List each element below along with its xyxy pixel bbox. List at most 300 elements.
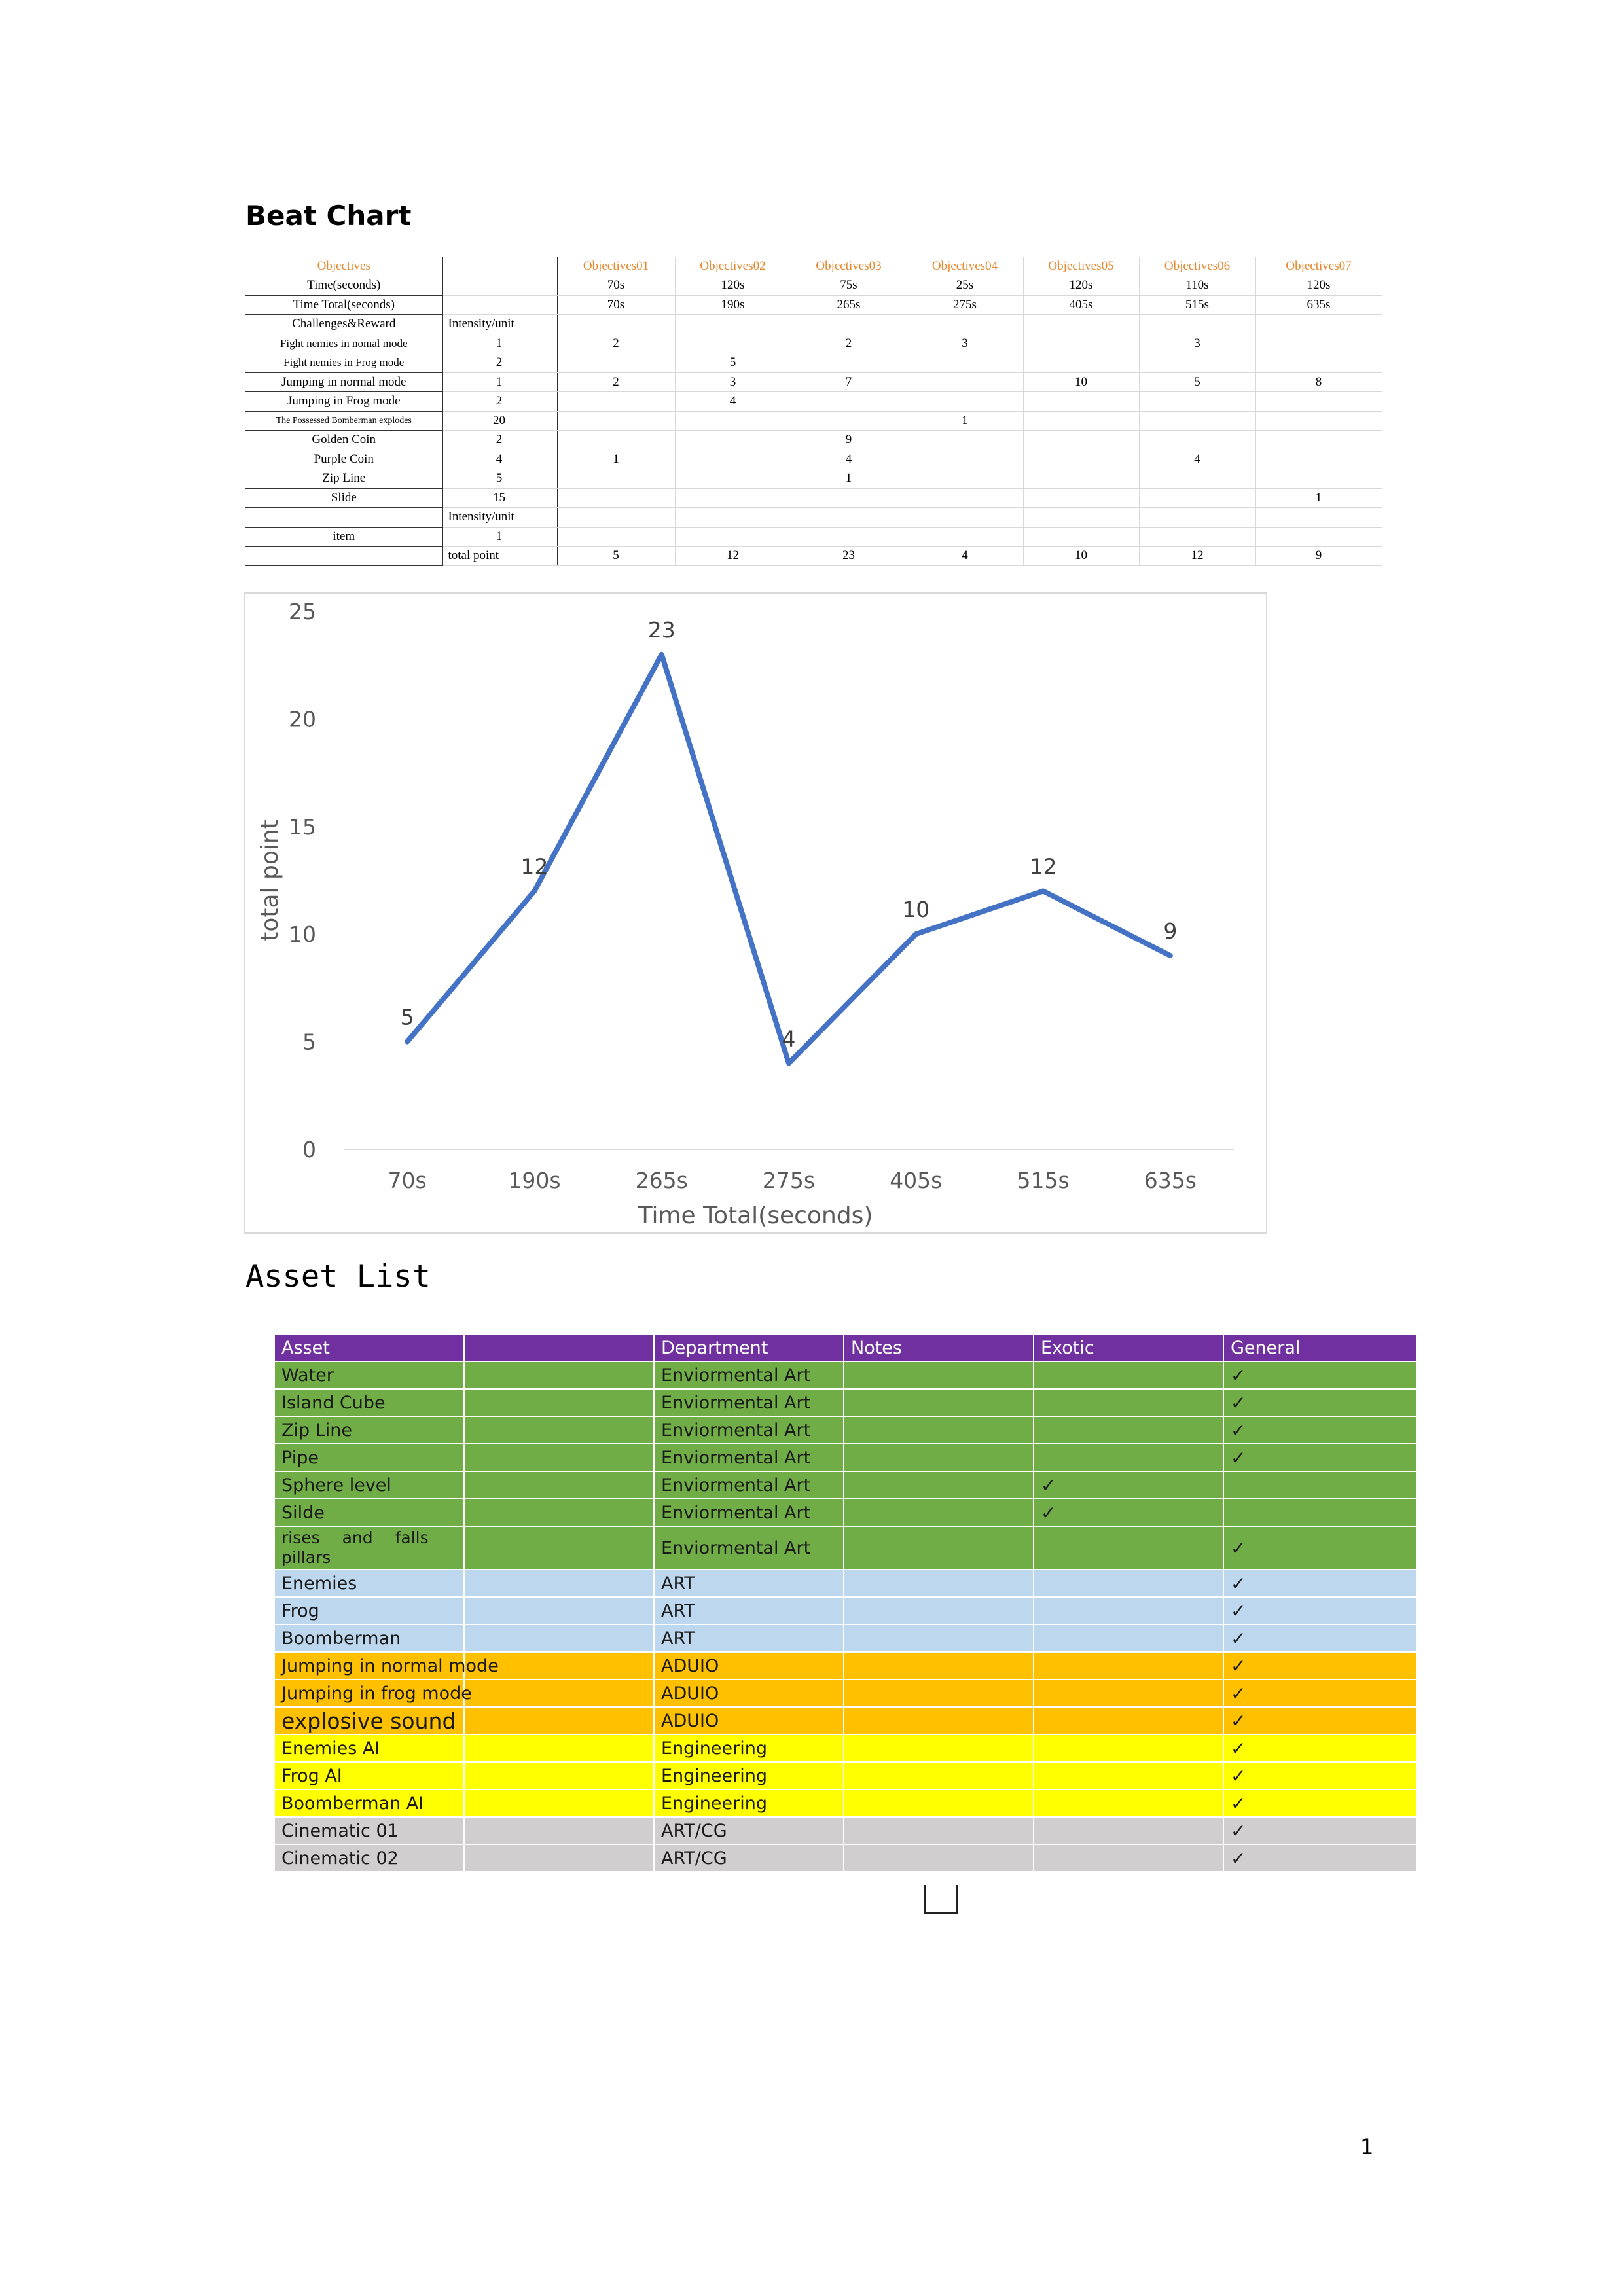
asset-name xyxy=(274,1526,464,1570)
beat-cell xyxy=(557,469,675,489)
beat-row-label: Purple Coin xyxy=(245,450,442,469)
beat-row-intensity: 1 xyxy=(442,334,557,353)
beat-row-label: Jumping in Frog mode xyxy=(245,392,442,412)
beat-cell: 70s xyxy=(557,276,675,296)
beat-row-intensity: 2 xyxy=(442,392,557,412)
beat-cell xyxy=(907,392,1023,412)
text-cursor-box xyxy=(924,1885,958,1914)
beat-row xyxy=(245,276,1382,296)
beat-cell xyxy=(1139,315,1255,334)
asset-name-text: Zip Line xyxy=(281,1420,352,1441)
asset-blank xyxy=(464,1526,654,1570)
beat-cell: 4 xyxy=(1139,450,1255,469)
asset-row xyxy=(274,1734,1416,1762)
asset-exotic xyxy=(1034,1389,1223,1416)
data-point xyxy=(787,1061,791,1065)
beat-row-label: Jumping in normal mode xyxy=(245,372,442,392)
asset-row xyxy=(274,1570,1416,1597)
beat-cell xyxy=(1023,450,1139,469)
beat-cell: 120s xyxy=(1023,276,1139,296)
beat-cell: 23 xyxy=(791,547,907,566)
beat-cell xyxy=(1023,469,1139,489)
asset-exotic: ✓ xyxy=(1034,1499,1223,1526)
asset-blank xyxy=(464,1707,654,1734)
asset-department: ADUIO xyxy=(654,1707,844,1734)
beat-cell: 275s xyxy=(907,295,1023,315)
beat-cell xyxy=(1255,411,1382,431)
asset-name-text: Enemies xyxy=(281,1573,357,1594)
asset-blank xyxy=(464,1817,654,1844)
beat-cell xyxy=(1023,488,1139,508)
asset-exotic xyxy=(1034,1652,1223,1679)
header-general: General xyxy=(1223,1334,1416,1361)
asset-exotic xyxy=(1034,1679,1223,1707)
asset-department: ADUIO xyxy=(654,1679,844,1707)
asset-department: Enviormental Art xyxy=(654,1361,844,1389)
beat-cell xyxy=(675,527,791,547)
beat-row xyxy=(245,392,1382,412)
y-tick-label: 10 xyxy=(289,922,316,948)
asset-general: ✓ xyxy=(1223,1624,1416,1652)
beat-cell xyxy=(1255,353,1382,373)
asset-name-text: Boomberman AI xyxy=(281,1793,424,1814)
asset-department: Engineering xyxy=(654,1762,844,1789)
asset-row xyxy=(274,1416,1416,1444)
beat-row xyxy=(245,431,1382,450)
asset-name xyxy=(274,1734,464,1762)
y-tick-label: 15 xyxy=(289,814,316,840)
x-tick-label: 190s xyxy=(508,1168,561,1193)
asset-notes xyxy=(844,1499,1034,1526)
beat-row xyxy=(245,450,1382,469)
data-label: 4 xyxy=(782,1026,796,1052)
asset-name xyxy=(274,1389,464,1416)
asset-row xyxy=(274,1844,1416,1872)
asset-notes xyxy=(844,1844,1034,1872)
asset-blank xyxy=(464,1679,654,1707)
beat-cell: 2 xyxy=(557,334,675,353)
beat-row-intensity: 15 xyxy=(442,488,557,508)
asset-exotic xyxy=(1034,1444,1223,1471)
beat-row-intensity: 1 xyxy=(442,527,557,547)
asset-general xyxy=(1223,1499,1416,1526)
beat-table xyxy=(245,257,1382,566)
beat-row-label: item xyxy=(245,527,442,547)
asset-name xyxy=(274,1679,472,1707)
asset-general: ✓ xyxy=(1223,1597,1416,1624)
beat-cell: 5 xyxy=(675,353,791,373)
asset-general: ✓ xyxy=(1223,1679,1416,1707)
asset-exotic xyxy=(1034,1789,1223,1817)
asset-department: Enviormental Art xyxy=(654,1444,844,1471)
asset-exotic xyxy=(1034,1526,1223,1570)
beat-cell xyxy=(1023,411,1139,431)
beat-cell xyxy=(1023,315,1139,334)
beat-cell: 12 xyxy=(675,547,791,566)
beat-cell: 120s xyxy=(675,276,791,296)
beat-row-intensity: 2 xyxy=(442,353,557,373)
beat-row-label: Golden Coin xyxy=(245,431,442,450)
asset-general: ✓ xyxy=(1223,1789,1416,1817)
asset-blank xyxy=(464,1789,654,1817)
beat-row-label: Time(seconds) xyxy=(245,276,442,296)
y-tick-label: 0 xyxy=(302,1137,316,1162)
asset-general: ✓ xyxy=(1223,1652,1416,1679)
beat-cell: 110s xyxy=(1139,276,1255,296)
beat-row-label: Fight nemies in nomal mode xyxy=(245,334,442,353)
x-tick-label: 265s xyxy=(635,1168,688,1193)
beat-cell xyxy=(907,469,1023,489)
header-exotic: Exotic xyxy=(1034,1334,1223,1361)
y-axis-title: total point xyxy=(257,819,283,941)
beat-cell xyxy=(675,488,791,508)
beat-row xyxy=(245,334,1382,353)
asset-name-text: Sphere level xyxy=(281,1475,391,1496)
beat-row-intensity: total point xyxy=(442,547,557,566)
beat-row xyxy=(245,411,1382,431)
asset-notes xyxy=(844,1817,1034,1844)
beat-cell: 5 xyxy=(1139,372,1255,392)
asset-exotic: ✓ xyxy=(1034,1471,1223,1499)
beat-cell xyxy=(675,469,791,489)
asset-general: ✓ xyxy=(1223,1762,1416,1789)
beat-cell xyxy=(557,527,675,547)
beat-row-intensity xyxy=(442,257,557,276)
asset-row xyxy=(274,1499,1416,1526)
y-tick-label: 5 xyxy=(302,1029,316,1055)
asset-general: ✓ xyxy=(1223,1526,1416,1570)
beat-row-label: The Possessed Bomberman explodes xyxy=(245,411,442,431)
asset-general xyxy=(1223,1471,1416,1499)
beat-cell xyxy=(791,411,907,431)
beat-cell xyxy=(791,527,907,547)
asset-notes xyxy=(844,1471,1034,1499)
beat-cell xyxy=(907,353,1023,373)
asset-name-text: Jumping in frog mode xyxy=(281,1683,472,1704)
beat-cell: 10 xyxy=(1023,547,1139,566)
beat-cell: Objectives05 xyxy=(1023,257,1139,276)
beat-cell xyxy=(907,315,1023,334)
asset-department: Engineering xyxy=(654,1734,844,1762)
asset-general: ✓ xyxy=(1223,1444,1416,1471)
beat-cell xyxy=(1255,431,1382,450)
beat-cell: 190s xyxy=(675,295,791,315)
asset-exotic xyxy=(1034,1597,1223,1624)
beat-cell: 1 xyxy=(907,411,1023,431)
asset-blank xyxy=(464,1416,654,1444)
asset-row xyxy=(274,1471,1416,1499)
asset-row xyxy=(274,1597,1416,1624)
beat-row-label: Slide xyxy=(245,488,442,508)
asset-name xyxy=(274,1570,464,1597)
beat-cell xyxy=(1023,353,1139,373)
beat-cell: 5 xyxy=(557,547,675,566)
asset-department: ART/CG xyxy=(654,1817,844,1844)
data-point xyxy=(1041,889,1045,893)
asset-blank xyxy=(464,1444,654,1471)
beat-row-intensity: Intensity/unit xyxy=(442,315,557,334)
beat-cell xyxy=(1023,508,1139,528)
asset-row xyxy=(274,1526,1416,1570)
beat-cell: 1 xyxy=(1255,488,1382,508)
beat-row-intensity: Intensity/unit xyxy=(442,508,557,528)
asset-blank xyxy=(464,1471,654,1499)
asset-blank xyxy=(464,1734,654,1762)
asset-name xyxy=(274,1444,464,1471)
beat-row-intensity: 4 xyxy=(442,450,557,469)
data-point xyxy=(914,932,918,936)
beat-cell xyxy=(675,315,791,334)
asset-blank xyxy=(464,1624,654,1652)
asset-blank xyxy=(464,1597,654,1624)
beat-cell xyxy=(907,372,1023,392)
asset-name xyxy=(274,1624,464,1652)
beat-row-label: Challenges&Reward xyxy=(245,315,442,334)
asset-row xyxy=(274,1361,1416,1389)
beat-row xyxy=(245,488,1382,508)
beat-cell: 2 xyxy=(557,372,675,392)
beat-row xyxy=(245,547,1382,566)
beat-cell xyxy=(675,450,791,469)
asset-name-text: Frog AI xyxy=(281,1765,342,1786)
asset-row xyxy=(274,1762,1416,1789)
beat-row xyxy=(245,295,1382,315)
asset-row xyxy=(274,1707,1416,1734)
beat-cell xyxy=(1255,315,1382,334)
asset-row xyxy=(274,1652,1416,1679)
asset-department: ART xyxy=(654,1570,844,1597)
asset-blank xyxy=(464,1570,654,1597)
x-tick-label: 275s xyxy=(762,1168,816,1193)
asset-notes xyxy=(844,1624,1034,1652)
asset-exotic xyxy=(1034,1844,1223,1872)
beat-cell xyxy=(1139,392,1255,412)
beat-row xyxy=(245,372,1382,392)
asset-exotic xyxy=(1034,1817,1223,1844)
beat-cell: 25s xyxy=(907,276,1023,296)
asset-name-text: rises and falls pillars xyxy=(281,1528,429,1567)
beat-cell xyxy=(1139,508,1255,528)
beat-cell: 3 xyxy=(907,334,1023,353)
data-label: 12 xyxy=(1029,853,1057,880)
beat-cell xyxy=(791,315,907,334)
asset-general: ✓ xyxy=(1223,1570,1416,1597)
beat-cell xyxy=(1139,411,1255,431)
asset-notes xyxy=(844,1444,1034,1471)
asset-exotic xyxy=(1034,1734,1223,1762)
beat-cell: 75s xyxy=(791,276,907,296)
asset-name-text: Boomberman xyxy=(281,1628,401,1649)
asset-name xyxy=(274,1499,464,1526)
beat-cell xyxy=(557,431,675,450)
asset-department: ART/CG xyxy=(654,1844,844,1872)
asset-general: ✓ xyxy=(1223,1707,1416,1734)
beat-cell xyxy=(1139,527,1255,547)
asset-notes xyxy=(844,1389,1034,1416)
beat-cell xyxy=(791,488,907,508)
beat-cell xyxy=(1255,450,1382,469)
beat-cell xyxy=(1255,392,1382,412)
beat-cell xyxy=(675,431,791,450)
asset-name-text: Island Cube xyxy=(281,1392,386,1413)
beat-row-intensity: 1 xyxy=(442,372,557,392)
beat-row xyxy=(245,469,1382,489)
asset-exotic xyxy=(1034,1570,1223,1597)
beat-cell xyxy=(675,411,791,431)
beat-cell: 4 xyxy=(907,547,1023,566)
beat-cell xyxy=(557,392,675,412)
beat-cell: Objectives01 xyxy=(557,257,675,276)
asset-row xyxy=(274,1389,1416,1416)
asset-department: ART xyxy=(654,1624,844,1652)
asset-notes xyxy=(844,1679,1034,1707)
asset-exotic xyxy=(1034,1416,1223,1444)
asset-general: ✓ xyxy=(1223,1389,1416,1416)
asset-name xyxy=(274,1597,464,1624)
beat-row xyxy=(245,527,1382,547)
data-point xyxy=(660,653,664,656)
asset-general: ✓ xyxy=(1223,1844,1416,1872)
asset-name xyxy=(274,1707,464,1734)
beat-cell xyxy=(1139,469,1255,489)
data-label: 9 xyxy=(1163,918,1178,944)
beat-row-label: Zip Line xyxy=(245,469,442,489)
beat-cell xyxy=(907,450,1023,469)
beat-row-intensity xyxy=(442,295,557,315)
beat-cell xyxy=(907,508,1023,528)
data-point xyxy=(405,1040,409,1044)
asset-blank xyxy=(464,1499,654,1526)
asset-general: ✓ xyxy=(1223,1817,1416,1844)
beat-cell: Objectives06 xyxy=(1139,257,1255,276)
beat-row-label: Time Total(seconds) xyxy=(245,295,442,315)
beat-cell xyxy=(1255,508,1382,528)
asset-row xyxy=(274,1624,1416,1652)
x-tick-label: 515s xyxy=(1017,1168,1070,1193)
beat-row-intensity: 5 xyxy=(442,469,557,489)
beat-cell: 8 xyxy=(1255,372,1382,392)
beat-cell xyxy=(1023,431,1139,450)
asset-notes xyxy=(844,1597,1034,1624)
asset-notes xyxy=(844,1734,1034,1762)
beat-cell xyxy=(557,508,675,528)
asset-notes xyxy=(844,1361,1034,1389)
beat-cell xyxy=(1255,527,1382,547)
asset-department: Engineering xyxy=(654,1789,844,1817)
beat-row xyxy=(245,353,1382,373)
beat-cell: 635s xyxy=(1255,295,1382,315)
page-number: 1 xyxy=(1360,2134,1374,2159)
beat-cell xyxy=(907,488,1023,508)
beat-cell: 2 xyxy=(791,334,907,353)
asset-exotic xyxy=(1034,1707,1223,1734)
asset-row xyxy=(274,1679,1416,1707)
data-label: 12 xyxy=(520,853,549,880)
asset-name xyxy=(274,1471,464,1499)
asset-department: Enviormental Art xyxy=(654,1526,844,1570)
x-tick-label: 70s xyxy=(388,1168,427,1193)
asset-notes xyxy=(844,1789,1034,1817)
beat-cell xyxy=(1023,527,1139,547)
beat-row-intensity: 2 xyxy=(442,431,557,450)
header-department: Department xyxy=(654,1334,844,1361)
beat-cell xyxy=(557,411,675,431)
asset-notes xyxy=(844,1570,1034,1597)
beat-cell: 4 xyxy=(675,392,791,412)
asset-row xyxy=(274,1444,1416,1471)
asset-notes xyxy=(844,1416,1034,1444)
asset-name-text: Enemies AI xyxy=(281,1738,380,1759)
beat-row-label xyxy=(245,547,442,566)
beat-cell xyxy=(907,431,1023,450)
beat-cell xyxy=(1255,469,1382,489)
asset-blank xyxy=(464,1389,654,1416)
beat-cell: Objectives07 xyxy=(1255,257,1382,276)
y-tick-label: 20 xyxy=(289,706,316,732)
asset-department: ADUIO xyxy=(654,1652,844,1679)
asset-blank xyxy=(464,1762,654,1789)
data-point xyxy=(1168,954,1172,958)
asset-notes xyxy=(844,1526,1034,1570)
asset-name-text: explosive sound xyxy=(281,1708,456,1734)
asset-general: ✓ xyxy=(1223,1416,1416,1444)
asset-name xyxy=(274,1361,464,1389)
asset-name-text: Pipe xyxy=(281,1447,319,1468)
beat-cell xyxy=(557,488,675,508)
beat-cell xyxy=(1255,334,1382,353)
asset-name xyxy=(274,1789,464,1817)
asset-table xyxy=(274,1333,1417,1873)
beat-cell xyxy=(791,353,907,373)
beat-row-label xyxy=(245,508,442,528)
asset-name xyxy=(274,1817,464,1844)
beat-cell: 10 xyxy=(1023,372,1139,392)
asset-notes xyxy=(844,1707,1034,1734)
beat-row xyxy=(245,315,1382,334)
asset-department: Enviormental Art xyxy=(654,1389,844,1416)
beat-cell xyxy=(1139,431,1255,450)
asset-name xyxy=(274,1652,499,1679)
asset-name xyxy=(274,1844,464,1872)
y-tick-label: 25 xyxy=(289,599,316,624)
beat-row-label: Fight nemies in Frog mode xyxy=(245,353,442,373)
asset-department: Enviormental Art xyxy=(654,1471,844,1499)
beat-cell xyxy=(1023,392,1139,412)
asset-blank xyxy=(464,1844,654,1872)
asset-table-header xyxy=(274,1334,1416,1361)
asset-row xyxy=(274,1817,1416,1844)
beat-row-intensity xyxy=(442,276,557,296)
beat-cell: 405s xyxy=(1023,295,1139,315)
asset-list-heading: Asset List xyxy=(245,1259,431,1295)
asset-notes xyxy=(844,1762,1034,1789)
asset-exotic xyxy=(1034,1762,1223,1789)
beat-cell: 515s xyxy=(1139,295,1255,315)
beat-cell xyxy=(675,334,791,353)
beat-cell xyxy=(1023,334,1139,353)
beat-cell: 9 xyxy=(791,431,907,450)
data-label: 5 xyxy=(400,1004,414,1030)
x-axis-title: Time Total(seconds) xyxy=(638,1202,873,1229)
beat-cell xyxy=(557,315,675,334)
header-notes: Notes xyxy=(844,1334,1034,1361)
beat-cell: 120s xyxy=(1255,276,1382,296)
beat-cell: 70s xyxy=(557,295,675,315)
header-blank xyxy=(464,1334,654,1361)
x-tick-label: 635s xyxy=(1144,1168,1197,1193)
beat-cell xyxy=(907,527,1023,547)
header-asset: Asset xyxy=(274,1334,464,1361)
